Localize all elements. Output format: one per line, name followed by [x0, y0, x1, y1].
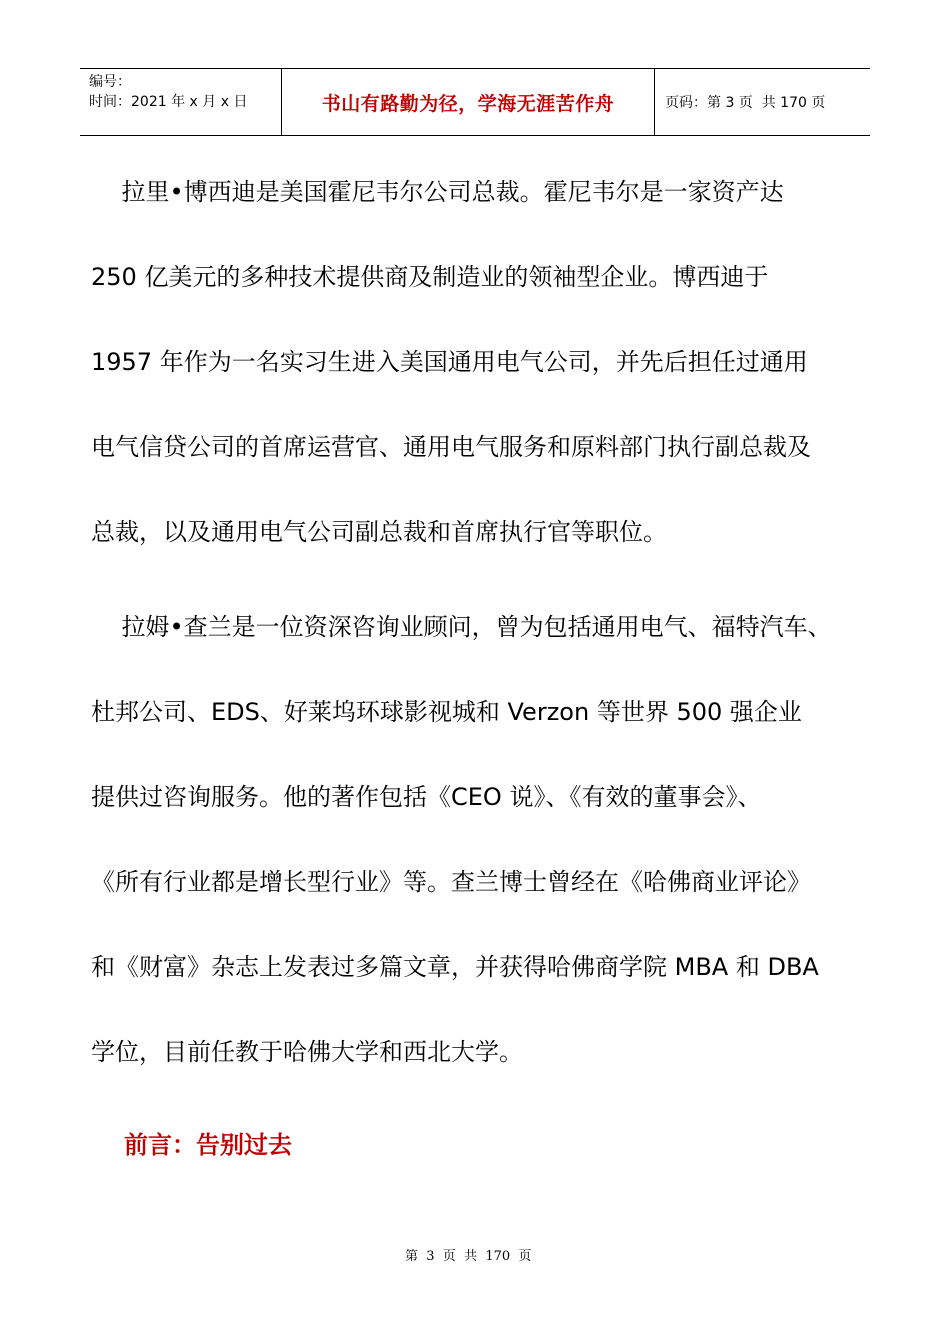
header-page-cell	[655, 69, 870, 135]
paragraph-line: 250 亿美元的多种技术提供商及制造业的领袖型企业。博西迪于	[91, 263, 769, 291]
header-motto: 书山有路勤为径，学海无涯苦作舟	[321, 92, 615, 115]
paragraph-line: 拉里•博西迪是美国霍尼韦尔公司总裁。霍尼韦尔是一家资产达	[91, 178, 784, 206]
paragraph-bossidy	[91, 150, 871, 575]
section-heading: 前言：告别过去	[124, 1131, 292, 1159]
paragraph-line: 杜邦公司、EDS、好莱坞环球影视城和 Verzon 等世界 500 强企业	[91, 698, 802, 726]
serial-number-label: 编号：	[89, 74, 131, 90]
paragraph-line: 提供过咨询服务。他的著作包括《CEO 说》、《有效的董事会》、	[91, 783, 762, 811]
paragraph-line: 和《财富》杂志上发表过多篇文章，并获得哈佛商学院 MBA 和 DBA	[91, 953, 819, 981]
paragraph-line: 总裁，以及通用电气公司副总裁和首席执行官等职位。	[91, 518, 667, 546]
paragraph-line: 电气信贷公司的首席运营官、通用电气服务和原料部门执行副总裁及	[91, 433, 811, 461]
date-label: 时间：2021 年 x 月 x 日	[89, 94, 248, 110]
paragraph-line: 1957 年作为一名实习生进入美国通用电气公司，并先后担任过通用	[91, 348, 808, 376]
paragraph-line: 《所有行业都是增长型行业》等。查兰博士曾经在《哈佛商业评论》	[91, 868, 811, 896]
paragraph-charan	[91, 585, 871, 1095]
paragraph-line: 学位，目前任教于哈佛大学和西北大学。	[91, 1038, 523, 1066]
header-meta-cell	[80, 69, 282, 135]
page-header	[80, 68, 870, 136]
page-footer	[0, 1245, 950, 1264]
footer-page-number: 第 3 页 共 170 页	[405, 1249, 532, 1264]
header-page-number: 页码：第 3 页 共 170 页	[665, 95, 826, 111]
header-motto-cell	[282, 69, 655, 135]
paragraph-line: 拉姆•查兰是一位资深咨询业顾问，曾为包括通用电气、福特汽车、	[91, 613, 832, 641]
